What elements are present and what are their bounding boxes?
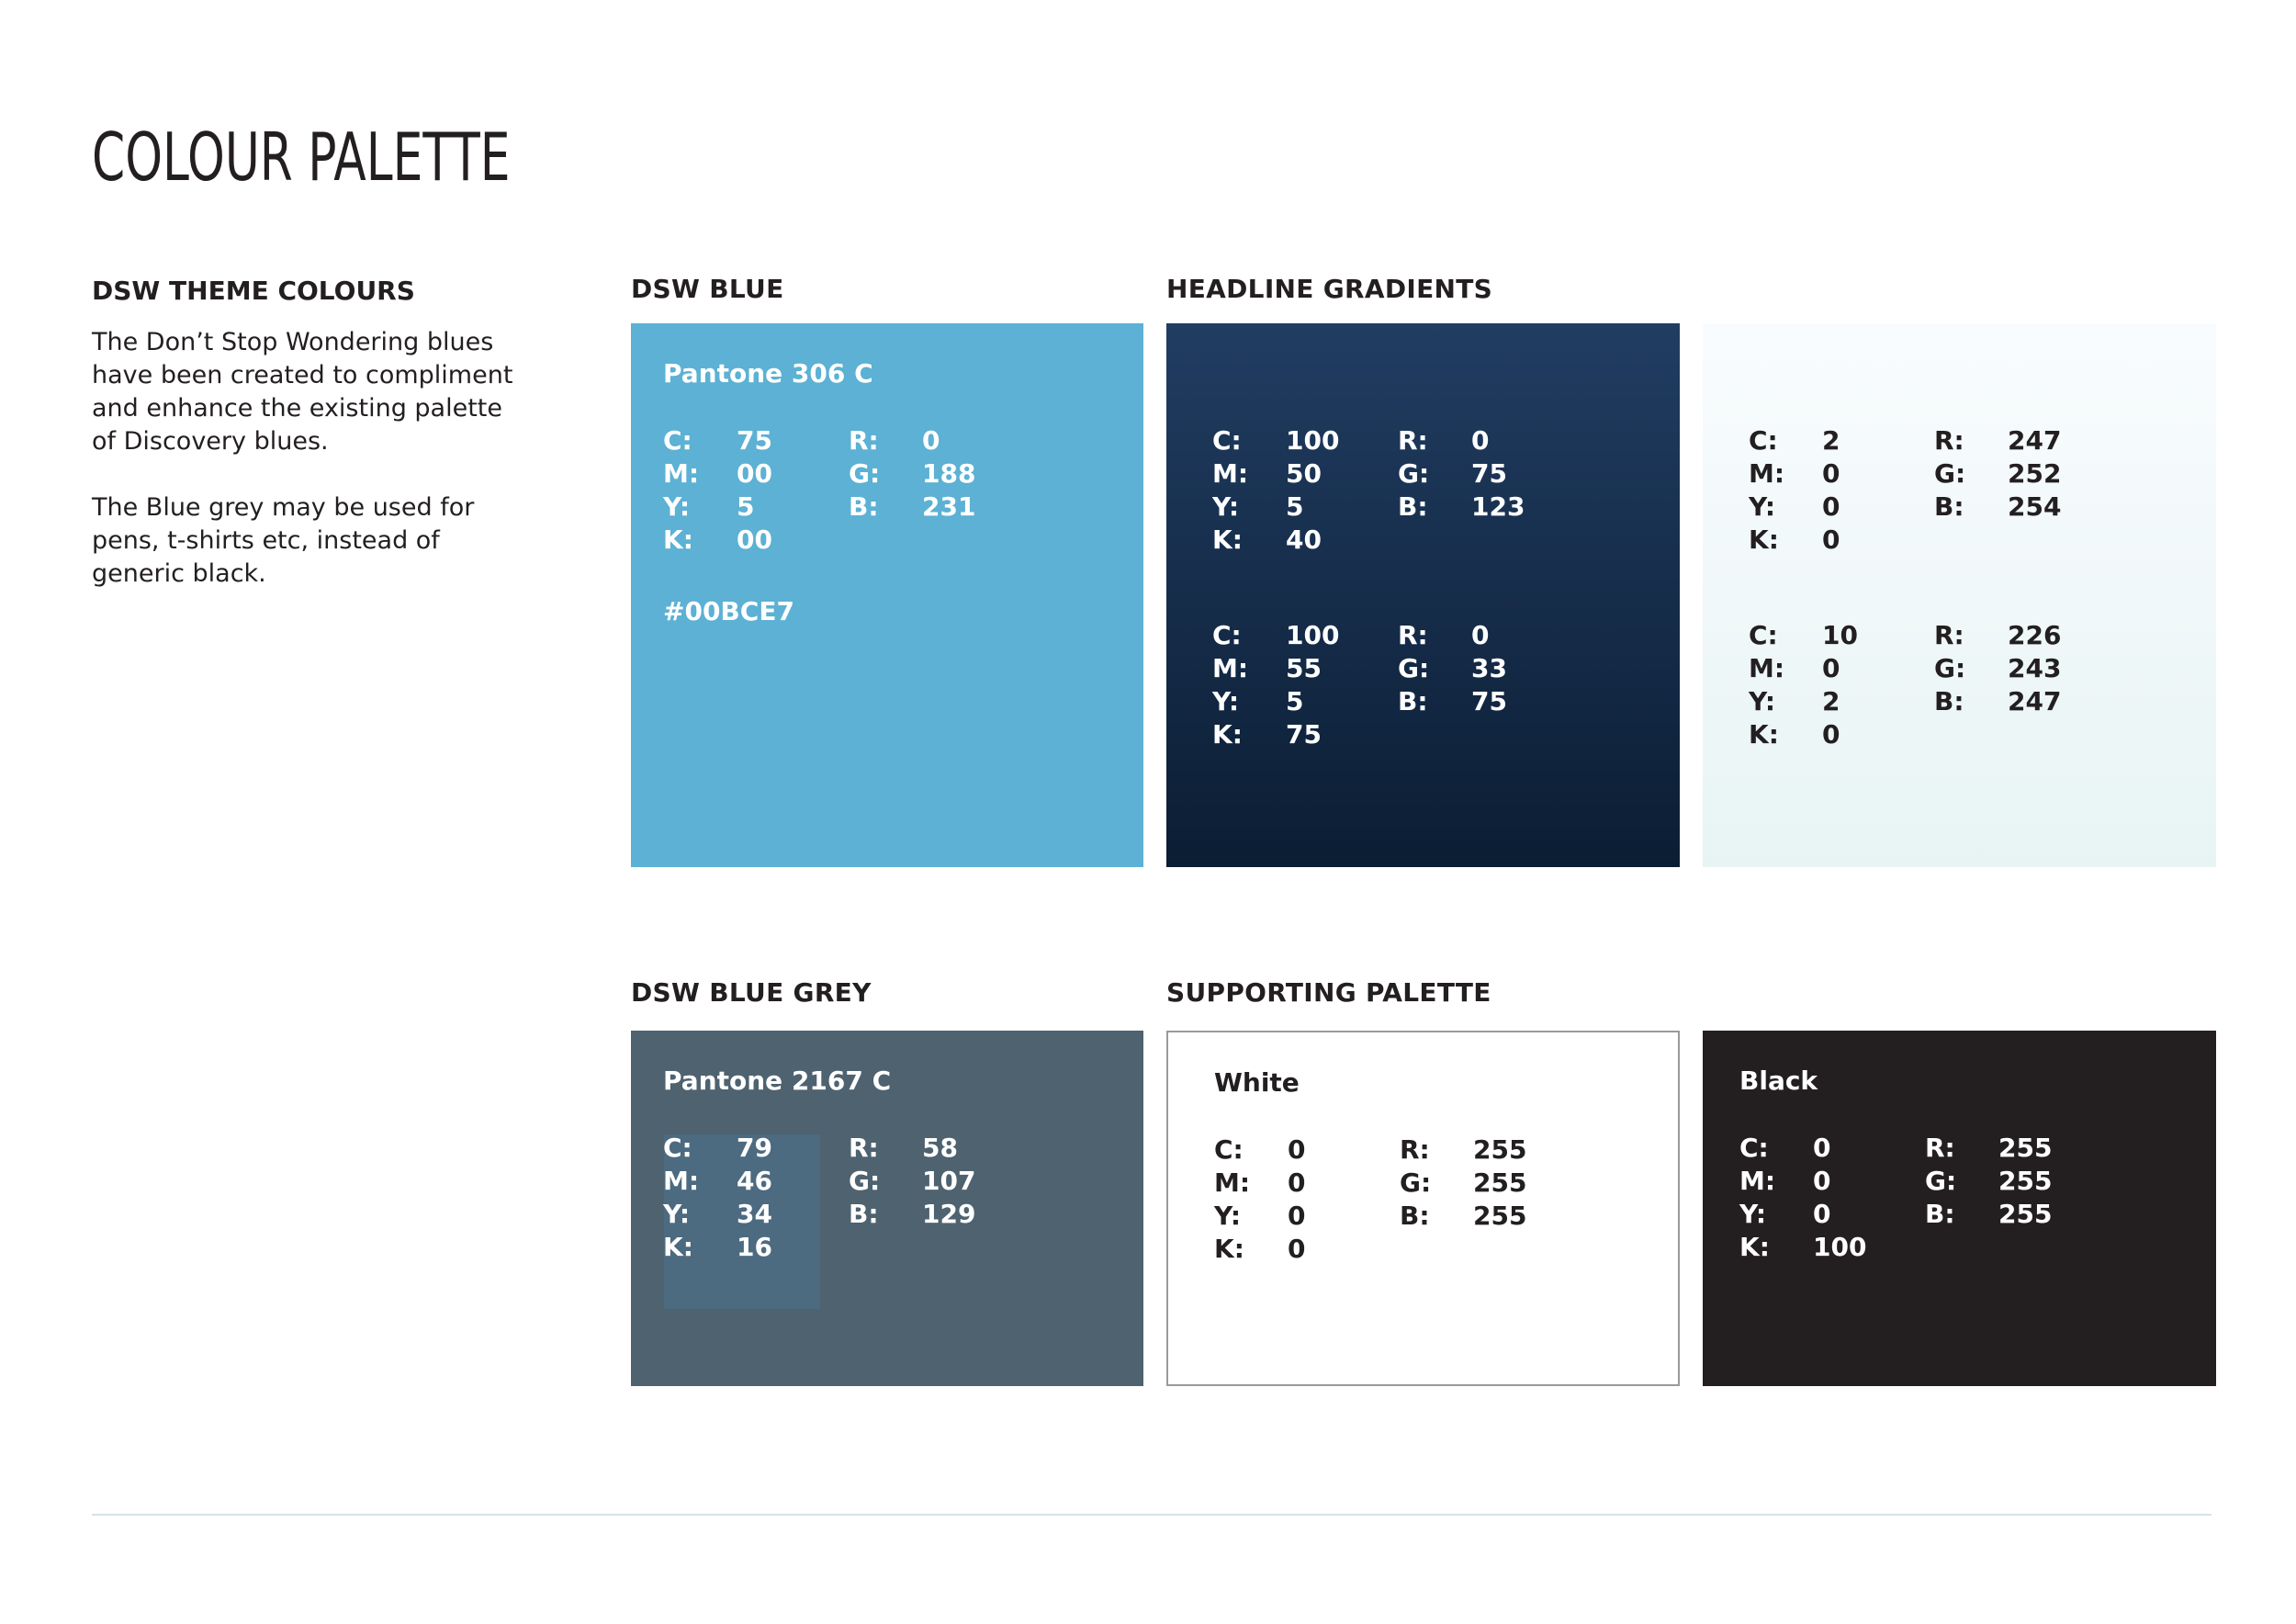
swatch-name: Black bbox=[1739, 1066, 1818, 1096]
c-value: 79 bbox=[737, 1133, 772, 1163]
r-label: R: bbox=[849, 425, 879, 456]
m-value: 0 bbox=[1813, 1166, 1831, 1196]
r-label: R: bbox=[1398, 620, 1428, 650]
g-label: G: bbox=[849, 1166, 881, 1196]
g-value: 188 bbox=[922, 458, 976, 489]
c-label: C: bbox=[663, 425, 692, 456]
g-value: 107 bbox=[922, 1166, 976, 1196]
k-label: K: bbox=[1749, 719, 1779, 750]
c-label: C: bbox=[1739, 1133, 1769, 1163]
m-value: 0 bbox=[1288, 1167, 1306, 1198]
swatch-headline-gradient-light bbox=[1703, 323, 2216, 867]
m-value: 00 bbox=[737, 458, 772, 489]
y-value: 2 bbox=[1822, 686, 1840, 716]
c-value: 10 bbox=[1822, 620, 1858, 650]
r-value: 58 bbox=[922, 1133, 958, 1163]
k-label: K: bbox=[663, 1232, 693, 1262]
r-label: R: bbox=[1925, 1133, 1955, 1163]
g-label: G: bbox=[849, 458, 881, 489]
section-label-dsw-blue-grey: DSW BLUE GREY bbox=[631, 977, 872, 1008]
k-value: 00 bbox=[737, 524, 772, 555]
g-label: G: bbox=[1398, 458, 1430, 489]
swatch-headline-gradient-dark bbox=[1166, 323, 1680, 867]
b-label: B: bbox=[1934, 686, 1964, 716]
colour-values-bottom bbox=[1212, 619, 1563, 751]
g-label: G: bbox=[1925, 1166, 1957, 1196]
c-value: 0 bbox=[1288, 1134, 1306, 1165]
k-value: 0 bbox=[1288, 1234, 1306, 1264]
c-label: C: bbox=[1749, 620, 1778, 650]
r-label: R: bbox=[1934, 425, 1964, 456]
y-value: 0 bbox=[1822, 491, 1840, 522]
g-label: G: bbox=[1400, 1167, 1432, 1198]
b-value: 231 bbox=[922, 491, 976, 522]
r-value: 0 bbox=[922, 425, 940, 456]
y-value: 0 bbox=[1288, 1201, 1306, 1231]
y-label: Y: bbox=[1212, 686, 1240, 716]
y-value: 34 bbox=[737, 1199, 772, 1229]
footer-divider bbox=[92, 1514, 2212, 1516]
b-label: B: bbox=[1934, 491, 1964, 522]
page-title: COLOUR PALETTE bbox=[92, 118, 511, 196]
k-label: K: bbox=[1214, 1234, 1244, 1264]
m-label: M: bbox=[1749, 458, 1785, 489]
c-label: C: bbox=[1749, 425, 1778, 456]
k-label: K: bbox=[663, 524, 693, 555]
b-label: B: bbox=[1400, 1201, 1430, 1231]
y-label: Y: bbox=[1212, 491, 1240, 522]
y-label: Y: bbox=[1739, 1199, 1767, 1229]
c-value: 2 bbox=[1822, 425, 1840, 456]
k-label: K: bbox=[1212, 524, 1243, 555]
y-label: Y: bbox=[663, 491, 691, 522]
colour-values bbox=[1739, 1132, 2090, 1264]
c-value: 100 bbox=[1286, 425, 1340, 456]
b-label: B: bbox=[849, 1199, 879, 1229]
section-label-supporting-palette: SUPPORTING PALETTE bbox=[1166, 977, 1491, 1008]
k-value: 100 bbox=[1813, 1232, 1867, 1262]
r-value: 0 bbox=[1471, 620, 1490, 650]
y-value: 5 bbox=[1286, 491, 1304, 522]
m-label: M: bbox=[1212, 653, 1249, 683]
g-value: 252 bbox=[2008, 458, 2062, 489]
g-label: G: bbox=[1934, 458, 1966, 489]
b-label: B: bbox=[1398, 686, 1428, 716]
m-value: 0 bbox=[1822, 458, 1840, 489]
r-label: R: bbox=[849, 1133, 879, 1163]
r-label: R: bbox=[1398, 425, 1428, 456]
swatch-dsw-blue-grey bbox=[631, 1031, 1143, 1386]
m-label: M: bbox=[1749, 653, 1785, 683]
k-value: 0 bbox=[1822, 524, 1840, 555]
c-value: 100 bbox=[1286, 620, 1340, 650]
b-value: 129 bbox=[922, 1199, 976, 1229]
r-value: 255 bbox=[1473, 1134, 1527, 1165]
m-label: M: bbox=[663, 1166, 700, 1196]
y-value: 5 bbox=[737, 491, 755, 522]
g-value: 75 bbox=[1471, 458, 1507, 489]
c-label: C: bbox=[1214, 1134, 1244, 1165]
colour-values bbox=[663, 1132, 1014, 1264]
swatch-name: White bbox=[1214, 1067, 1300, 1098]
intro-panel bbox=[92, 276, 533, 624]
k-value: 75 bbox=[1286, 719, 1322, 750]
g-value: 33 bbox=[1471, 653, 1507, 683]
m-value: 55 bbox=[1286, 653, 1322, 683]
b-label: B: bbox=[849, 491, 879, 522]
section-label-headline-gradients: HEADLINE GRADIENTS bbox=[1166, 274, 1493, 304]
m-value: 0 bbox=[1822, 653, 1840, 683]
r-value: 226 bbox=[2008, 620, 2062, 650]
b-label: B: bbox=[1925, 1199, 1955, 1229]
c-label: C: bbox=[1212, 620, 1242, 650]
r-value: 247 bbox=[2008, 425, 2062, 456]
intro-heading: DSW THEME COLOURS bbox=[92, 276, 415, 306]
m-label: M: bbox=[1739, 1166, 1776, 1196]
b-value: 254 bbox=[2008, 491, 2062, 522]
y-label: Y: bbox=[1749, 491, 1776, 522]
swatch-name: Pantone 2167 C bbox=[663, 1066, 892, 1096]
m-label: M: bbox=[1214, 1167, 1251, 1198]
swatch-dsw-blue bbox=[631, 323, 1143, 867]
k-label: K: bbox=[1212, 719, 1243, 750]
colour-values-bottom bbox=[1749, 619, 2099, 751]
y-label: Y: bbox=[1749, 686, 1776, 716]
y-value: 5 bbox=[1286, 686, 1304, 716]
m-value: 46 bbox=[737, 1166, 772, 1196]
r-value: 0 bbox=[1471, 425, 1490, 456]
g-value: 255 bbox=[1473, 1167, 1527, 1198]
r-label: R: bbox=[1934, 620, 1964, 650]
g-value: 255 bbox=[1998, 1166, 2053, 1196]
k-value: 0 bbox=[1822, 719, 1840, 750]
b-value: 255 bbox=[1473, 1201, 1527, 1231]
k-label: K: bbox=[1739, 1232, 1770, 1262]
colour-values-top bbox=[1212, 424, 1563, 557]
swatch-white bbox=[1166, 1031, 1680, 1386]
k-value: 40 bbox=[1286, 524, 1322, 555]
k-value: 16 bbox=[737, 1232, 772, 1262]
g-value: 243 bbox=[2008, 653, 2062, 683]
g-label: G: bbox=[1934, 653, 1966, 683]
b-value: 75 bbox=[1471, 686, 1507, 716]
b-value: 247 bbox=[2008, 686, 2062, 716]
m-label: M: bbox=[663, 458, 700, 489]
k-label: K: bbox=[1749, 524, 1779, 555]
m-value: 50 bbox=[1286, 458, 1322, 489]
intro-paragraph-1: The Don’t Stop Wondering blues have been created to compliment and enhance the existing palette of Discovery blues. bbox=[92, 328, 513, 456]
section-label-dsw-blue: DSW BLUE bbox=[631, 274, 784, 304]
y-label: Y: bbox=[663, 1199, 691, 1229]
b-value: 123 bbox=[1471, 491, 1525, 522]
r-label: R: bbox=[1400, 1134, 1430, 1165]
c-label: C: bbox=[663, 1133, 692, 1163]
y-value: 0 bbox=[1813, 1199, 1831, 1229]
m-label: M: bbox=[1212, 458, 1249, 489]
colour-values-top bbox=[1749, 424, 2099, 557]
b-value: 255 bbox=[1998, 1199, 2053, 1229]
g-label: G: bbox=[1398, 653, 1430, 683]
r-value: 255 bbox=[1998, 1133, 2053, 1163]
c-value: 75 bbox=[737, 425, 772, 456]
c-label: C: bbox=[1212, 425, 1242, 456]
swatch-black bbox=[1703, 1031, 2216, 1386]
colour-values bbox=[1214, 1133, 1565, 1266]
b-label: B: bbox=[1398, 491, 1428, 522]
intro-paragraph-2: The Blue grey may be used for pens, t-shirts etc, instead of generic black. bbox=[92, 493, 475, 588]
hex-code: #00BCE7 bbox=[663, 596, 794, 626]
c-value: 0 bbox=[1813, 1133, 1831, 1163]
swatch-name: Pantone 306 C bbox=[663, 358, 873, 389]
y-label: Y: bbox=[1214, 1201, 1242, 1231]
colour-values bbox=[663, 424, 1014, 557]
